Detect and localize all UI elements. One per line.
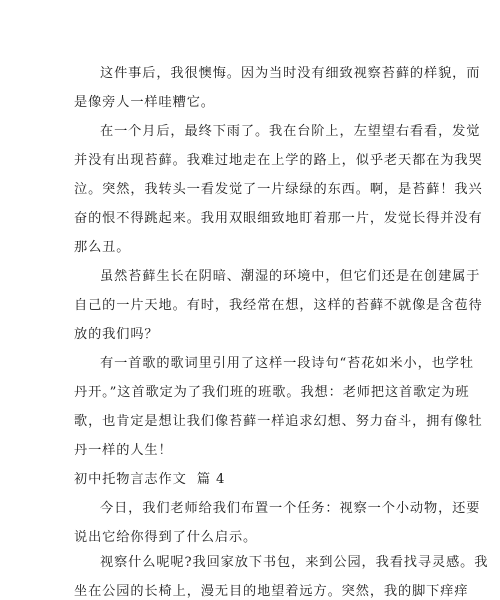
paragraph-line: 放的我们吗？ [74, 327, 159, 342]
paragraph-line: 在一个月后，最终下雨了。我在台阶上，左望望右看看，发觉 [100, 124, 481, 139]
paragraph-line: 自己的一片天地。有时，我经常在想，这样的苔藓不就像是含苞待 [74, 298, 483, 313]
paragraph-line: 那么丑。 [74, 240, 131, 255]
paragraph-line: 坐在公园的长椅上，漫无目的地望着远方。突然，我的脚下痒痒 [74, 584, 469, 599]
paragraph-line: 今日，我们老师给我们布置一个任务：视察一个小动物，还要 [100, 501, 481, 516]
paragraph-line: 这件事后，我很懊悔。因为当时没有细致视察苔藓的样貌，而 [100, 66, 481, 81]
paragraph-line: 丹一样的人生！ [74, 443, 173, 458]
paragraph-line: 泣。突然，我转头一看发觉了一片绿绿的东西。啊，是苔藓！我兴 [74, 182, 483, 197]
paragraph-line: 虽然苔藓生长在阴暗、潮湿的环境中，但它们还是在创建属于 [100, 269, 481, 284]
paragraph-line: 有一首歌的歌词里引用了这样一段诗句“苔花如米小，也学牡 [100, 356, 474, 371]
paragraph-line: 歌，也肯定是想让我们像苔藓一样追求幻想、努力奋斗，拥有像牡 [74, 414, 483, 429]
section-heading: 初中托物言志作文 篇 4 [74, 472, 226, 487]
paragraph-line: 并没有出现苔藓。我难过地走在上学的路上，似乎老天都在为我哭 [74, 153, 483, 168]
paragraph-line: 说出它给你得到了什么启示。 [74, 530, 258, 545]
paragraph-line: 奋的恨不得跳起来。我用双眼细致地盯着那一片，发觉长得并没有 [74, 211, 483, 226]
paragraph-line: 丹开。”这首歌定为了我们班的班歌。我想：老师把这首歌定为班 [74, 385, 470, 400]
paragraph-line: 是像旁人一样哇糟它。 [74, 95, 215, 110]
paragraph-line: 视察什么呢呢?我回家放下书包，来到公园，我看找寻灵感。我 [100, 555, 489, 570]
